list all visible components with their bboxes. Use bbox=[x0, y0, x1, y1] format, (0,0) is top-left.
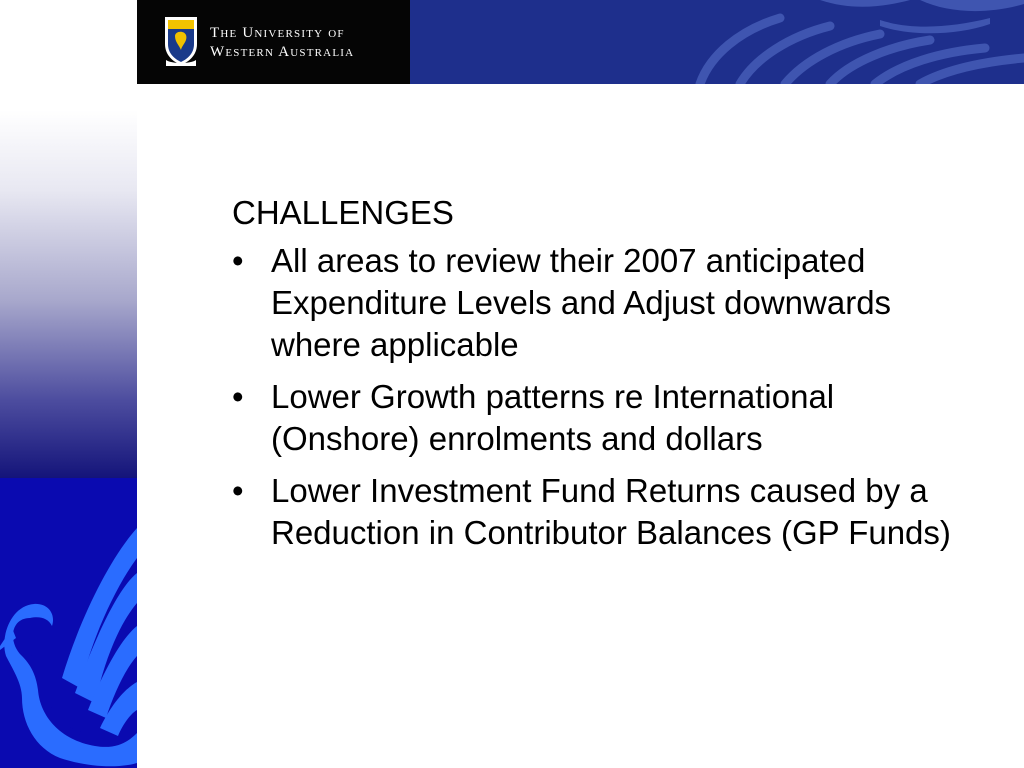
university-crest-icon bbox=[162, 14, 200, 68]
header-banner bbox=[410, 0, 1024, 84]
bullet-text: All areas to review their 2007 anticipated Expenditure Levels and Adjust downwards where applicable bbox=[271, 242, 892, 363]
bullet-item bbox=[232, 376, 972, 460]
bullet-marker: • bbox=[232, 378, 244, 415]
bullet-text: Lower Investment Fund Returns caused by a Reduction in Contributor Balances (GP Funds) bbox=[271, 472, 951, 551]
logo-line-2: Western Australia bbox=[210, 44, 355, 60]
bullet-item bbox=[232, 240, 972, 366]
slide-heading: CHALLENGES bbox=[232, 194, 454, 231]
swan-emblem-icon bbox=[0, 478, 137, 768]
bullet-marker: • bbox=[232, 472, 244, 509]
slide-content bbox=[232, 192, 972, 564]
university-name-logo bbox=[210, 24, 354, 62]
bullet-text: Lower Growth patterns re International (Onshore) enrolments and dollars bbox=[271, 378, 835, 457]
logo-line-1: The University of bbox=[210, 25, 345, 41]
bullet-list bbox=[232, 240, 972, 554]
wing-pattern-icon bbox=[410, 0, 1024, 84]
bullet-item bbox=[232, 470, 972, 554]
bullet-marker: • bbox=[232, 242, 244, 279]
